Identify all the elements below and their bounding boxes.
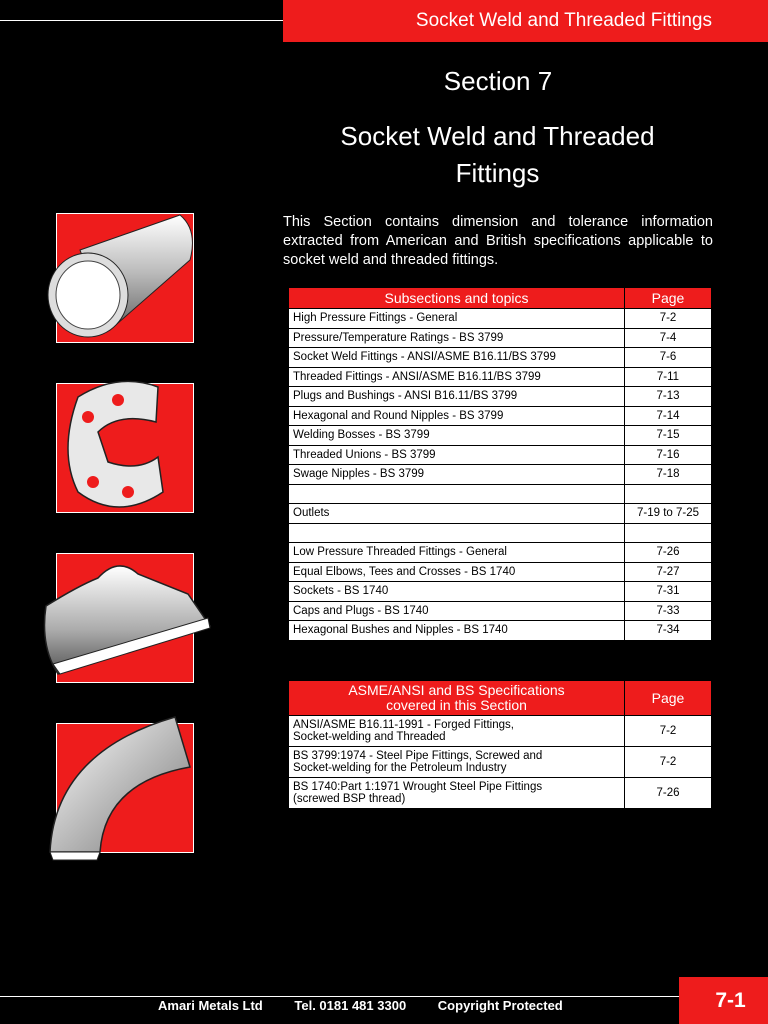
page-cell: 7-2 [625,747,712,778]
page-cell: 7-11 [625,367,712,387]
table-row [289,348,712,368]
table-row [289,582,712,602]
topic-cell [289,523,625,543]
spec-line1: ANSI/ASME B16.11-1991 - Forged Fittings, [293,719,514,731]
page-cell: 7-14 [625,406,712,426]
topic-cell: Pressure/Temperature Ratings - BS 3799 [289,328,625,348]
table-row [289,716,712,747]
topic-cell: Equal Elbows, Tees and Crosses - BS 1740 [289,562,625,582]
footer-rule [0,996,679,997]
section-subtitle: Socket Weld and Threaded Fittings [340,121,655,188]
page-cell [625,523,712,543]
spec-line1: BS 1740:Part 1:1971 Wrought Steel Pipe Fittings [293,781,543,793]
header-rule [0,20,283,21]
header-title: Socket Weld and Threaded Fittings [415,10,712,31]
page-cell: 7-16 [625,445,712,465]
page-cell: 7-2 [625,309,712,329]
specifications-table [288,680,712,809]
footer-tel: Tel. 0181 481 3300 [294,998,407,1013]
elbow-icon [45,712,195,862]
table-row [289,406,712,426]
table-row [289,445,712,465]
spec-line1: BS 3799:1974 - Steel Pipe Fittings, Screwed and [293,750,543,762]
spec-line2: Socket-welding for the Petroleum Industry [293,762,507,774]
table-row [289,328,712,348]
topic-cell: Socket Weld Fittings - ANSI/ASME B16.11/BS 3799 [289,348,625,368]
specifications-header [289,681,625,716]
table-row [289,367,712,387]
page-cell: 7-6 [625,348,712,368]
table-row [289,523,712,543]
table-row [289,601,712,621]
page-cell [625,484,712,504]
page-cell: 7-27 [625,562,712,582]
topic-cell: Caps and Plugs - BS 1740 [289,601,625,621]
topic-cell: Threaded Fittings - ANSI/ASME B16.11/BS 3799 [289,367,625,387]
spec-line2: Socket-welding and Threaded [293,731,446,743]
page-cell: 7-26 [625,543,712,563]
page-cell: 7-18 [625,465,712,485]
page-cell: 7-13 [625,387,712,407]
page-cell: 7-19 to 7-25 [625,504,712,524]
specifications-header-line1: ASME/ANSI and BS Specifications [348,682,565,698]
topic-cell: Plugs and Bushings - ANSI B16.11/BS 3799 [289,387,625,407]
table-row [289,562,712,582]
specifications-header-line2: covered in this Section [386,697,527,713]
topic-cell: Low Pressure Threaded Fittings - General [289,543,625,563]
tee-icon [38,556,213,681]
specifications-header-page: Page [625,681,712,716]
page-number: 7-1 [715,988,746,1012]
page-cell: 7-4 [625,328,712,348]
page-cell: 7-31 [625,582,712,602]
footer [158,998,591,1013]
page-cell: 7-34 [625,621,712,641]
subsections-table [288,287,712,641]
topic-cell: Swage Nipples - BS 3799 [289,465,625,485]
header-banner [283,0,768,42]
topic-cell [289,484,625,504]
page-cell: 7-2 [625,716,712,747]
subsections-header-page: Page [625,288,712,309]
spec-line2: (screwed BSP thread) [293,793,406,805]
table-row [289,309,712,329]
spec-cell [289,716,625,747]
spec-cell [289,778,625,809]
footer-company: Amari Metals Ltd [158,998,263,1013]
topic-cell: Outlets [289,504,625,524]
topic-cell: High Pressure Fittings - General [289,309,625,329]
table-row [289,426,712,446]
pipe-icon [40,210,200,350]
table-row [289,387,712,407]
table-row [289,621,712,641]
page-number-box [679,977,768,1024]
section-title: Section 7 [443,66,553,96]
intro-paragraph: This Section contains dimension and tolerance information extracted from American and British specifications applicable to socket weld and threaded fittings. [283,214,713,268]
table-row [289,778,712,809]
page-cell: 7-33 [625,601,712,621]
topic-cell: Hexagonal Bushes and Nipples - BS 1740 [289,621,625,641]
topic-cell: Sockets - BS 1740 [289,582,625,602]
page-cell: 7-15 [625,426,712,446]
topic-cell: Hexagonal and Round Nipples - BS 3799 [289,406,625,426]
table-row [289,504,712,524]
table-row [289,465,712,485]
spec-cell [289,747,625,778]
coupling-icon [58,372,198,522]
topic-cell: Welding Bosses - BS 3799 [289,426,625,446]
footer-copyright: Copyright Protected [437,998,563,1013]
table-row [289,543,712,563]
table-row [289,747,712,778]
topic-cell: Threaded Unions - BS 3799 [289,445,625,465]
subsections-header-topic: Subsections and topics [289,288,625,309]
page-cell: 7-26 [625,778,712,809]
table-row [289,484,712,504]
